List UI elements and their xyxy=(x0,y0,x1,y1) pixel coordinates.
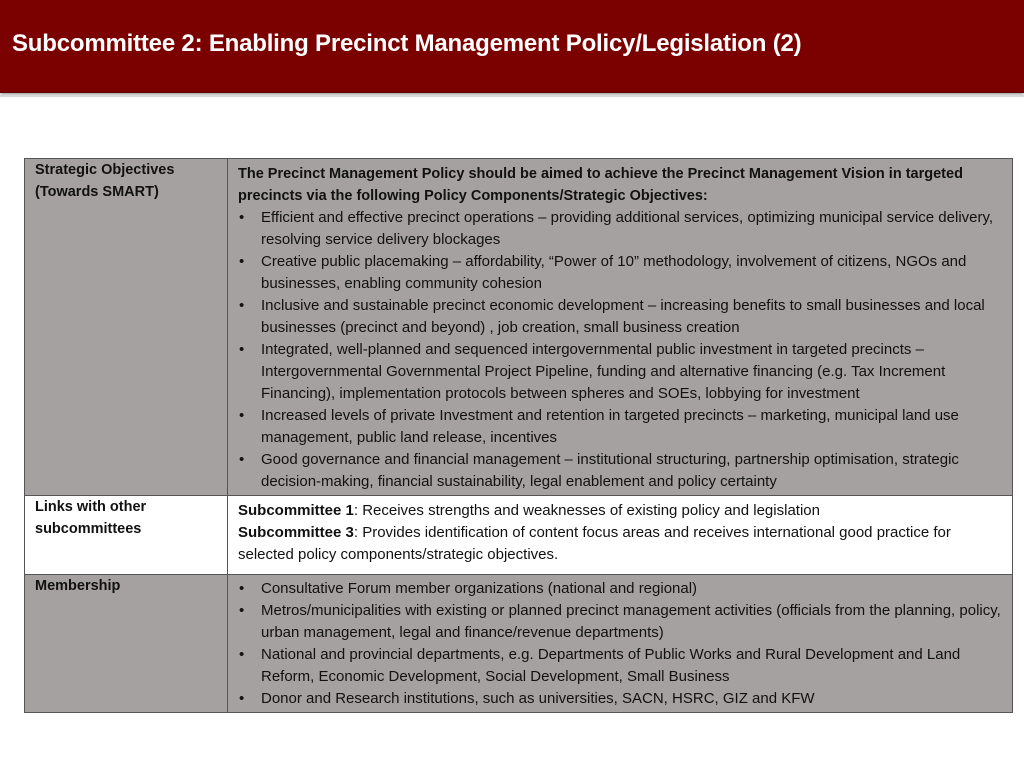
list-item: • Creative public placemaking – affordability, “Power of 10” methodology, involvement of citizens, NGOs and businesses, enabling community cohesion xyxy=(238,251,1002,295)
list-item: • Increased levels of private Investment and retention in targeted precincts – marketing, municipal land use management, public land release, incentives xyxy=(238,405,1002,449)
link-line xyxy=(238,522,1002,566)
subcommittee-name: Subcommittee 3 xyxy=(238,524,354,541)
list-item: • Good governance and financial management – institutional structuring, partnership optimisation, strategic decision-making, financial sustainability, legal enablement and policy certainty xyxy=(238,449,1002,493)
membership-list xyxy=(238,578,1002,710)
row-content xyxy=(228,159,1013,496)
subcommittee-name: Subcommittee 1 xyxy=(238,502,354,519)
list-item: • Metros/municipalities with existing or planned precinct management activities (officials from the planning, policy, urban management, legal and finance/revenue departments) xyxy=(238,600,1002,644)
row-label: Strategic Objectives (Towards SMART) xyxy=(25,159,228,496)
title-divider xyxy=(0,95,1024,97)
table-row-links xyxy=(25,496,1013,575)
list-item: • Donor and Research institutions, such as universities, SACN, HSRC, GIZ and KFW xyxy=(238,688,1002,710)
page-title: Subcommittee 2: Enabling Precinct Management Policy/Legislation (2) xyxy=(12,30,802,57)
list-item: • Efficient and effective precinct operations – providing additional services, optimizing municipal service delivery, resolving service delivery blockages xyxy=(238,207,1002,251)
table-row-strategic-objectives xyxy=(25,159,1013,496)
subcommittee-table xyxy=(24,158,1013,713)
objectives-intro: The Precinct Management Policy should be aimed to achieve the Precinct Management Vision in targeted precincts via the following Policy Components/Strategic Objectives: xyxy=(238,166,963,204)
link-text: : Provides identification of content focus areas and receives international good practice for selected policy components/strategic objectives. xyxy=(238,524,951,563)
objectives-list xyxy=(238,207,1002,493)
row-content xyxy=(228,575,1013,713)
row-content xyxy=(228,496,1013,575)
row-label: Membership xyxy=(25,575,228,713)
title-bar xyxy=(0,0,1024,93)
list-item: • Integrated, well-planned and sequenced intergovernmental public investment in targeted precincts – Intergovernmental Governmental Project Pipeline, funding and alternative financing (e.g. Tax Increment Financing), implementation protocols between spheres and SOEs, lobbying for investment xyxy=(238,339,1002,405)
list-item: • Inclusive and sustainable precinct economic development – increasing benefits to small businesses and local businesses (precinct and beyond) , job creation, small business creation xyxy=(238,295,1002,339)
list-item: • National and provincial departments, e.g. Departments of Public Works and Rural Development and Land Reform, Economic Development, Social Development, Small Business xyxy=(238,644,1002,688)
link-line xyxy=(238,500,1002,522)
table-row-membership xyxy=(25,575,1013,713)
row-label: Links with other subcommittees xyxy=(25,496,228,575)
link-text: : Receives strengths and weaknesses of existing policy and legislation xyxy=(353,502,820,519)
list-item: • Consultative Forum member organizations (national and regional) xyxy=(238,578,1002,600)
